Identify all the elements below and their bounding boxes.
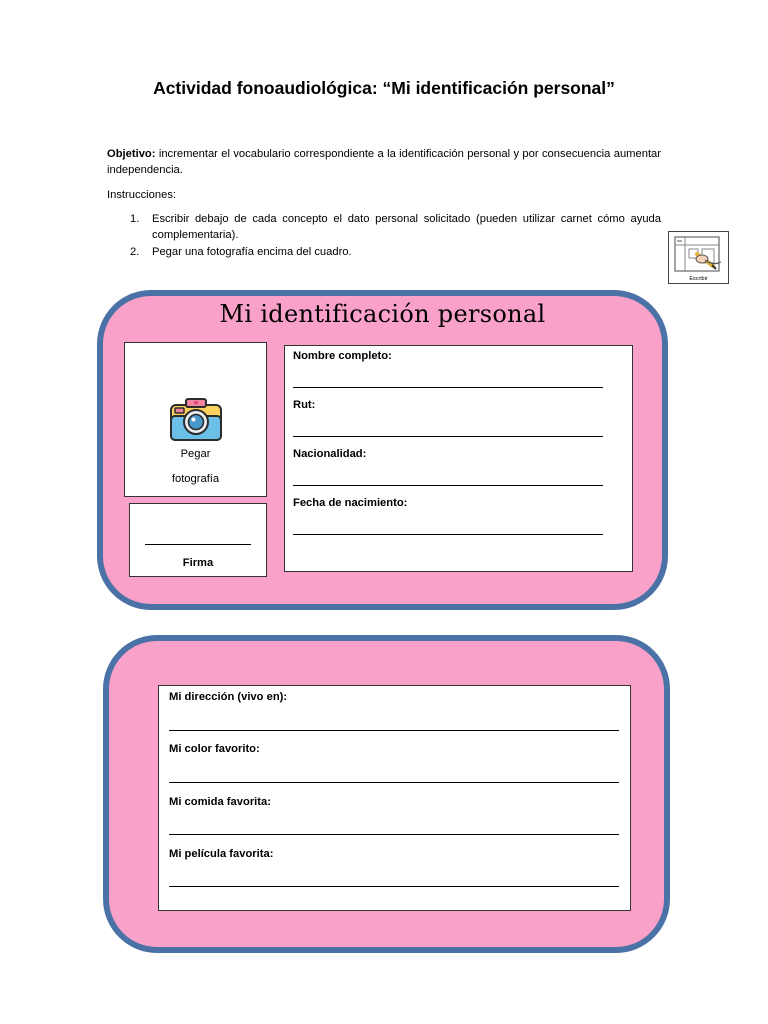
instructions-heading: Instrucciones: — [107, 189, 177, 201]
preferences-box — [158, 685, 631, 911]
page-title: Actividad fonoaudiológica: “Mi identificación personal” — [153, 78, 615, 98]
instructions-list — [130, 211, 661, 260]
instruction-text: Pegar una fotografía encima del cuadro. — [152, 246, 352, 258]
field-line-birth-date[interactable] — [293, 534, 603, 535]
instruction-number: 1. — [130, 213, 140, 225]
field-line-full-name[interactable] — [293, 387, 603, 388]
id-card-title: Mi identificación personal — [219, 300, 546, 328]
instruction-text: Escribir debajo de cada concepto el dato personal solicitado (pueden utilizar carnet cómo ayuda complementaria). — [152, 213, 661, 241]
signature-label: Firma — [182, 557, 214, 569]
objective-text: incrementar el vocabulario correspondiente a la identificación personal y por consecuencia aumentar independencia. — [107, 148, 661, 176]
camera-icon — [166, 396, 226, 442]
objective-label: Objetivo: — [107, 148, 156, 160]
field-label-full-name: Nombre completo: — [293, 350, 392, 362]
field-label-birth-date: Fecha de nacimiento: — [293, 497, 408, 509]
instruction-item — [130, 211, 661, 243]
field-line-rut[interactable] — [293, 436, 603, 437]
instruction-item — [130, 244, 661, 260]
field-label-nationality: Nacionalidad: — [293, 448, 367, 460]
pictogram-caption: Escribir — [689, 276, 708, 282]
signature-box — [129, 503, 267, 577]
field-label-rut: Rut: — [293, 399, 316, 411]
personal-data-box — [284, 345, 633, 572]
objective-paragraph — [107, 146, 661, 178]
instruction-number: 2. — [130, 246, 140, 258]
field-label-favorite-color: Mi color favorito: — [169, 743, 260, 755]
signature-line — [145, 544, 251, 545]
photo-instruction-line2: fotografía — [171, 473, 220, 485]
field-line-favorite-color[interactable] — [169, 782, 619, 783]
field-label-favorite-movie: Mi película favorita: — [169, 848, 274, 860]
field-line-address[interactable] — [169, 730, 619, 731]
photo-box — [124, 342, 267, 497]
field-line-favorite-movie[interactable] — [169, 886, 619, 887]
field-line-favorite-food[interactable] — [169, 834, 619, 835]
field-label-favorite-food: Mi comida favorita: — [169, 796, 271, 808]
writing-pictogram — [668, 231, 729, 284]
field-label-address: Mi dirección (vivo en): — [169, 691, 288, 703]
photo-instruction-line1: Pegar — [180, 448, 211, 460]
field-line-nationality[interactable] — [293, 485, 603, 486]
